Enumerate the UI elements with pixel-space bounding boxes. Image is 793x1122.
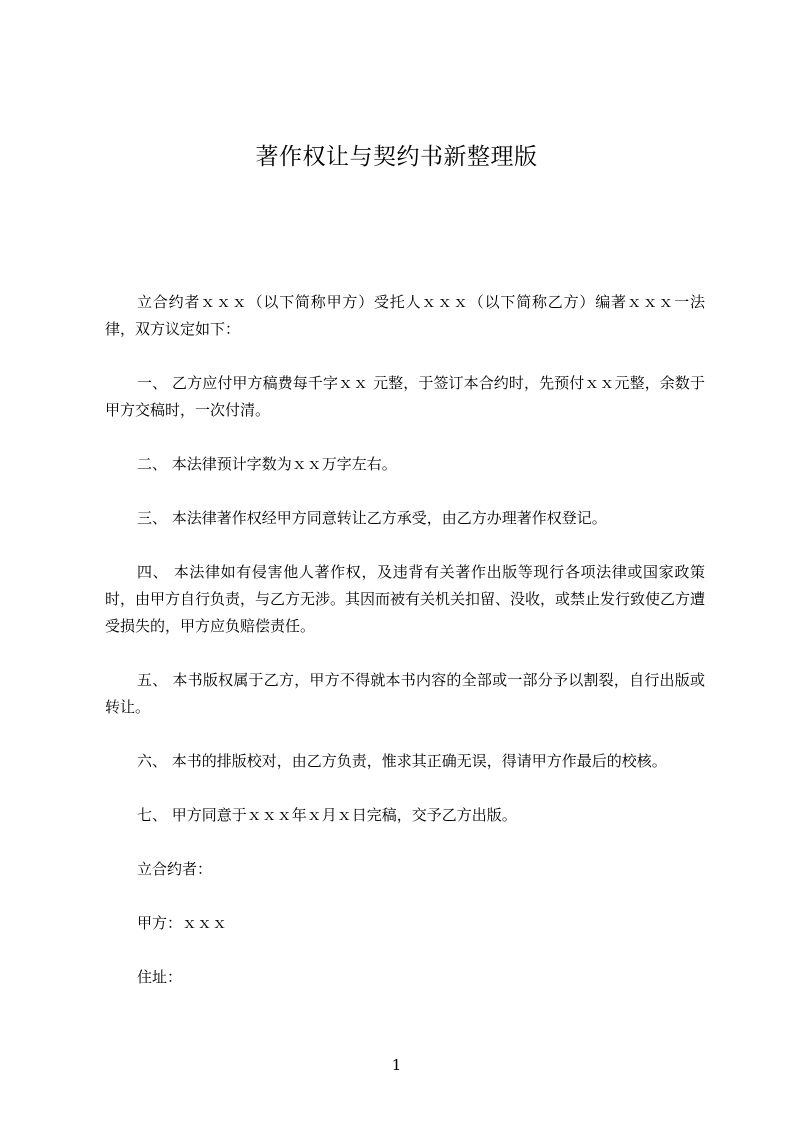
clause-3: 三、 本法律著作权经甲方同意转让乙方承受，由乙方办理著作权登记。 (137, 509, 607, 527)
clause-2: 二、 本法律预计字数为ｘｘ万字左右。 (137, 455, 397, 473)
preamble-paragraph: 立合约者ｘｘｘ（以下简称甲方）受托人ｘｘｘ（以下简称乙方）编著ｘｘｘ一法律，双方议定如下： (105, 293, 705, 338)
clause-6: 六、 本书的排版校对，由乙方负责，惟求其正确无误，得请甲方作最后的校核。 (137, 752, 667, 770)
party-a-line: 甲方：ｘｘｘ (137, 914, 228, 932)
clause-7: 七、 甲方同意于ｘｘｘ年ｘ月ｘ日完稿，交予乙方出版。 (137, 806, 517, 824)
page-number: 1 (391, 1056, 402, 1074)
signature-heading: 立合约者： (137, 860, 213, 878)
document-body (105, 289, 705, 991)
clause-4: 四、 本法律如有侵害他人著作权，及违背有关著作出版等现行各项法律或国家政策时，由甲方自行负责，与乙方无涉。其因而被有关机关扣留、没收，或禁止发行致使乙方遭受损失的，甲方应负赔偿责任。 (105, 563, 706, 635)
address-line: 住址： (137, 968, 183, 986)
clause-5: 五、 本书版权属于乙方，甲方不得就本书内容的全部或一部分予以割裂，自行出版或转让。 (105, 671, 705, 716)
clause-1: 一、 乙方应付甲方稿费每千字ｘｘ 元整，于签订本合约时，先预付ｘｘ元整，余数于甲方交稿时，一次付清。 (105, 374, 705, 419)
document-title: 著作权让与契约书新整理版 (255, 144, 538, 170)
